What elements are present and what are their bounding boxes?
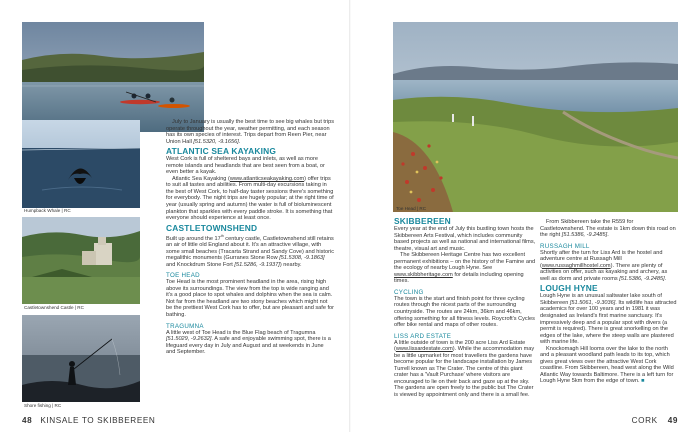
- photo-caption-castle: Castletownshend Castle | RC: [24, 305, 84, 310]
- liss-ard-paragraph: A little outside of town is the 200 acre Liss Ard Estate (www.lissardestate.com). While the accommodation may be a little upmarket for most travellers the gardens have become popular for the landscape installation by James Turrell known as The Crater. The centre of this giant crater has a 'Vault Purchase' where visitors are encouraged to lie on their back and gaze up at the sky. The gardens are open freely to the public but The Crater is viewed by appointment only and there is a small fee.: [394, 339, 535, 399]
- running-title-right: CORK: [631, 416, 658, 425]
- left-page-footer: [22, 416, 155, 425]
- lough-hyne-paragraph: Lough Hyne is an unusual saltwater lake south of Skibbereen [51.5061, -9.3036]. Its wildlife has attracted academics for over 100 years and in 1981 it was designated as Ireland's first marine sanctuary. It's impressively deep and a popular spot with divers (a permit is required). There is great snorkelling on the edges of the lake, where the steep walls are plastered with marine life.: [540, 293, 677, 346]
- skibbereen-paragraph: Every year at the end of July this bustling town hosts the Skibbereen Arts Festival, which includes community based projects as well as national and international films, theatre, visual art and music.: [394, 226, 536, 252]
- heading-skibbereen: SKIBBEREEN: [394, 216, 451, 226]
- heading-castletownshend: CASTLETOWNSHEND: [166, 222, 258, 233]
- photo-caption-toe-head: Toe Head | RC: [396, 206, 427, 211]
- coordinate-reference: [51.5320, -9.1656]: [193, 138, 239, 145]
- heading-tragumna: TRAGUMNA: [166, 322, 204, 330]
- page-gutter: [349, 0, 351, 432]
- end-marker-icon: ■: [641, 378, 645, 385]
- photo-castletownshend-castle: [22, 217, 140, 304]
- skibbereen-heritage-link[interactable]: www.skibbheritage.com: [394, 271, 453, 278]
- right-text-column-2: [540, 219, 678, 385]
- atlantic-sea-kayaking-link[interactable]: www.atlanticseakayaking.com: [229, 175, 305, 182]
- photo-shore-fishing: [22, 315, 140, 402]
- photo-humpback-whale: [22, 120, 140, 208]
- intro-paragraph: July to January is usually the best time to see big whales but trips operate throughout the year, weather permitting, and each season has its own species of interest. Trips depart from Reen Pier, near Union Hall [51.5320, -9.1656].: [166, 119, 334, 145]
- russagh-mill-link[interactable]: www.russaghmillhostel.com: [541, 262, 611, 269]
- coordinate-reference: [51.5061, -9.3036]: [569, 299, 616, 306]
- toe-head-paragraph: Toe Head is the most prominent headland in the area, rising high above its surroundings. The view from the top is wide ranging and it's a good place to spot whales and dolphins when the sea is calm. Not far from the headland are two stony beaches which might not be the prettiest West Cork has to offer, but are pleasant and safe for bathing.: [166, 279, 335, 318]
- sea-kayaking-paragraph-2: Atlantic Sea Kayaking (www.atlanticseakayaking.com) offer trips to suit all tastes and abilities. From multi-day excursions taking in the best of West Cork, to half-day taster sessions there's something for everybody. The night trips are hugely popular; at the right time of year (usually spring and autumn) the water is full of bioluminescent plankton that sparkles with every paddle stroke. It is something that everyone should experience at least once.: [166, 175, 334, 222]
- heading-russagh-mill: RUSSAGH MILL: [540, 242, 590, 250]
- left-text-column: [166, 119, 334, 356]
- heading-liss-ard-estate: LISS ARD ESTATE: [394, 332, 452, 340]
- tragumna-paragraph: A little west of Toe Head is the Blue Flag beach of Tragumna [51.5029, -9.2632]. A safe and enjoyable swimming spot, there is a lifeguard every day in July and August and at weekends in June and September.: [166, 329, 331, 356]
- photo-caption-whale: Humpback Whale | RC: [24, 208, 71, 213]
- castletownshend-paragraph: Built up around the 17th century castle, Castletownshend still retains an air of little old England about it. It's an attractive village, with some small beaches (Tracarta Strand and Sandy Cove) and historic megalithic monuments (Gurranes Stone Row [51.5308, -9.1863] and Knockdrum Stone Fort [51.5286, -9.1937]) nearby.: [166, 233, 334, 268]
- russagh-mill-paragraph: Shortly after the turn for Liss Ard is the hostel and adventure centre at Russagh Mill (www.russaghmillhostel.com). There are plenty of activities on offer, such as kayaking and archery, as well as dorm and private rooms [51.5386, -9.2485].: [540, 249, 668, 282]
- lough-hyne-paragraph-2: Knockomagh Hill looms over the lake to the north and a pleasant woodland path leads to its top, which gives great views over the attractive West Cork coastline. From Skibbereen, head west along the Wild Atlantic Way towards Baltimore. There is a left turn for Lough Hyne 5km from the edge of town. ■: [540, 345, 674, 385]
- sea-kayaking-paragraph: West Cork is full of sheltered bays and inlets, as well as more remote islands and headlands that are best seen from a boat, or even better a kayak.: [166, 156, 325, 176]
- page-number-right: 49: [667, 416, 678, 425]
- coordinate-reference: [51.5386, -9.2485]: [561, 232, 608, 239]
- directions-paragraph: From Skibbereen take the R559 for Castletownshend. The estate is 1km down this road on the right [51.5386, -9.2485].: [540, 219, 676, 239]
- coordinate-reference: [51.5308, -9.1863]: [279, 255, 325, 262]
- photo-toe-head: [393, 22, 678, 212]
- page-number-left: 48: [22, 416, 33, 425]
- photo-caption-shore-fishing: Shore fishing | RC: [24, 403, 62, 408]
- coordinate-reference: [51.5029, -9.2632]: [166, 336, 212, 343]
- heading-toe-head: TOE HEAD: [166, 272, 200, 280]
- coordinate-reference: [51.5386, -9.2485]: [619, 275, 665, 282]
- right-text-column-1: [394, 215, 536, 399]
- running-title-left: KINSALE TO SKIBBEREEN: [40, 416, 156, 425]
- photo-sea-kayaking: [22, 22, 204, 132]
- right-page-footer: [632, 416, 678, 425]
- heading-lough-hyne: LOUGH HYNE: [540, 283, 598, 294]
- coordinate-reference: [51.5286, -9.1937]: [234, 261, 280, 268]
- skibbereen-paragraph-2: The Skibbereen Heritage Centre has two excellent permanent exhibitions – on the history of the Famine and the ecology of nearby Lough Hyne. See www.skibbheritage.com for details including opening times.: [394, 252, 536, 285]
- heading-atlantic-sea-kayaking: ATLANTIC SEA KAYAKING: [166, 146, 277, 157]
- cycling-paragraph: The town is the start and finish point for three cycling routes through the nicest parts of the surrounding countryside. The routes are 24km, 36km and 46km, offering something for all fitness levels. Roycroft's Cycles offer bike rental and maps of other routes.: [394, 295, 535, 329]
- heading-cycling: CYCLING: [394, 288, 424, 296]
- liss-ard-link[interactable]: www.lissardestate.com: [395, 346, 453, 353]
